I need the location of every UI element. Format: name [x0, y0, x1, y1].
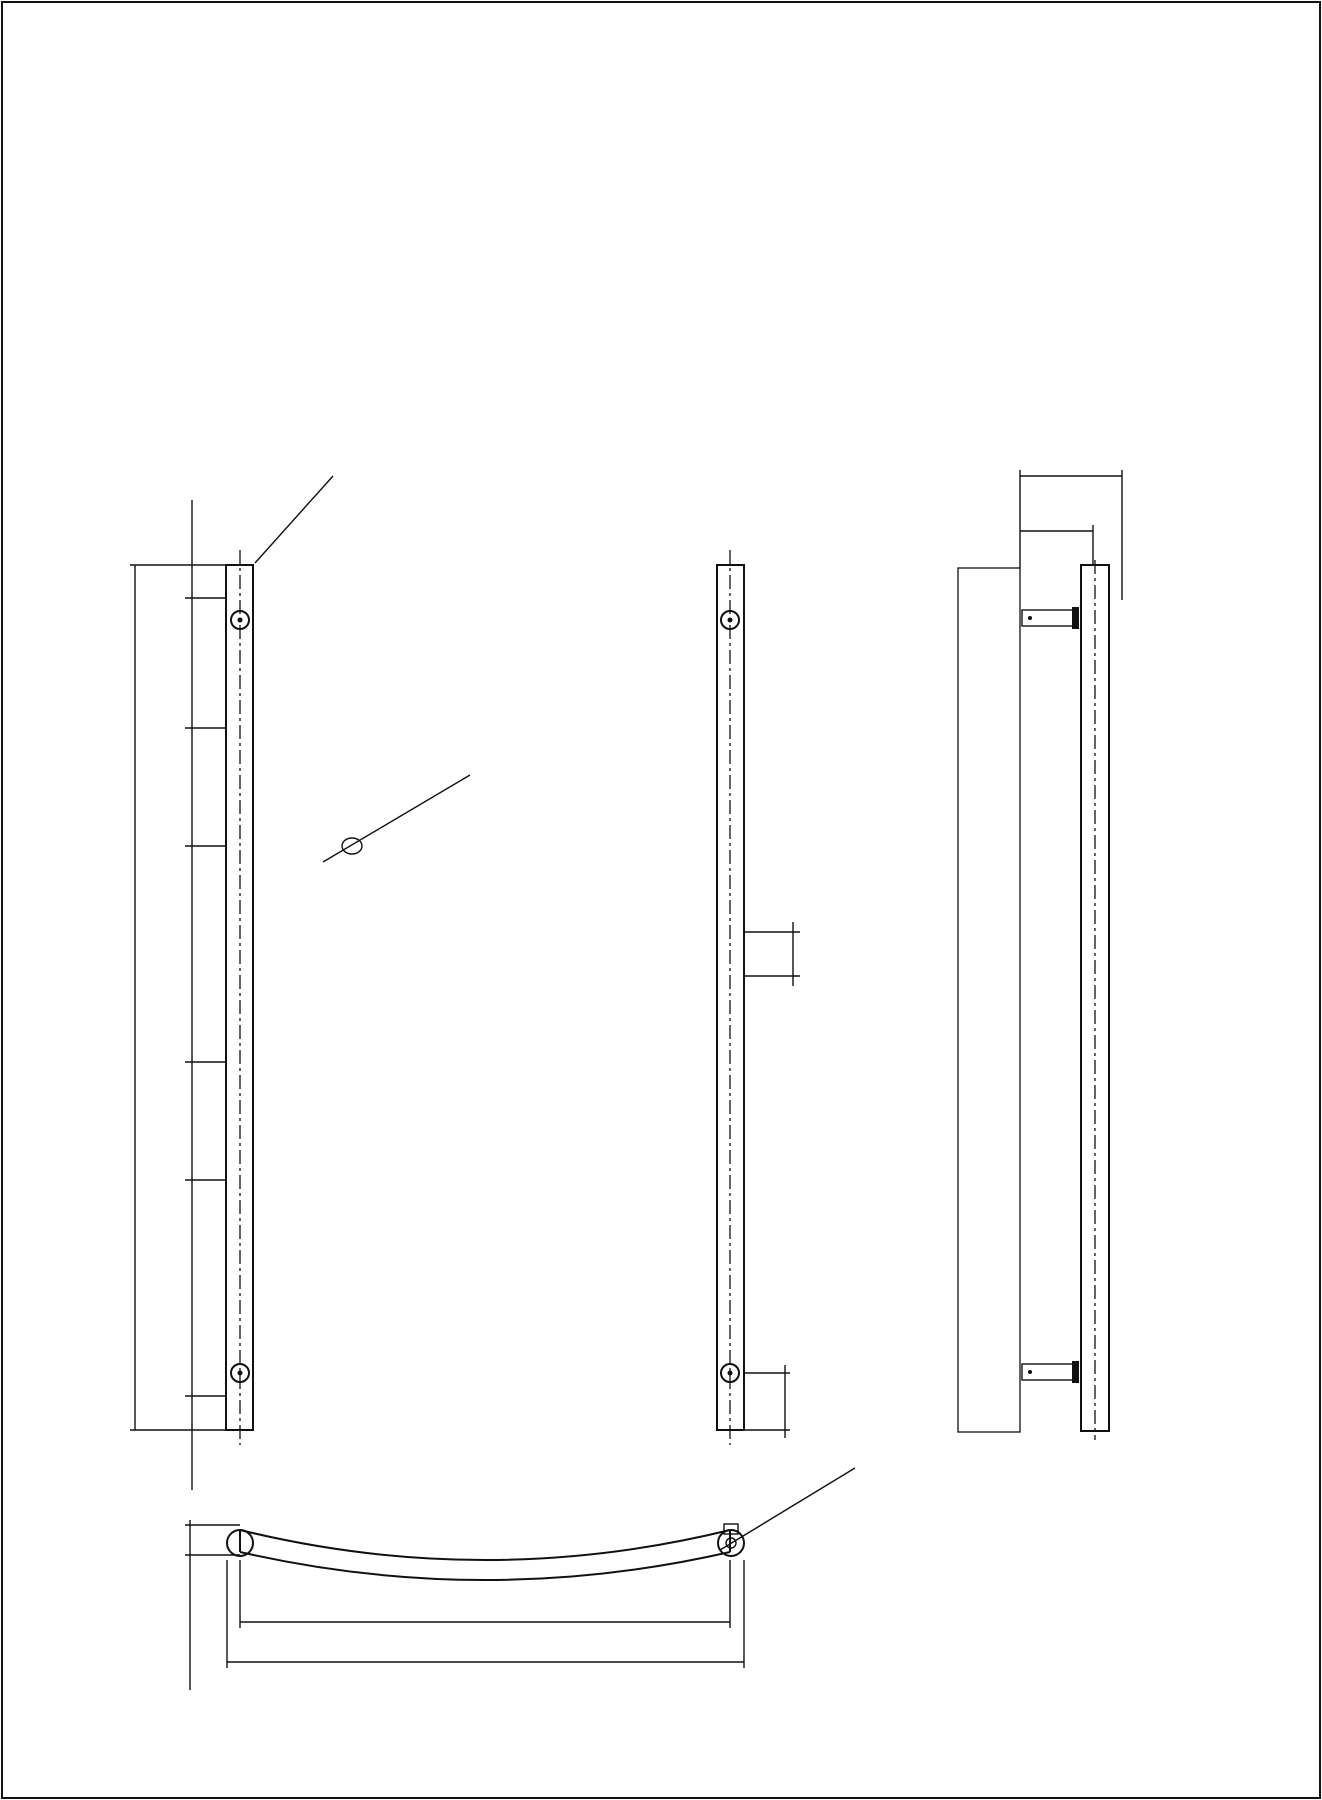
brick-wall: [958, 568, 1020, 1432]
side-view: [958, 470, 1122, 1440]
plan-front-arc: [240, 1530, 730, 1560]
plan-rear-arc: [240, 1552, 730, 1580]
solid-blocking-leader: [255, 476, 333, 563]
left-dimension-chain: [130, 500, 226, 1490]
plan-view: [185, 1468, 855, 1690]
connection-leader: [720, 1468, 855, 1550]
sheet-border: [2, 2, 1320, 1798]
tube-pitch-dimension: [744, 922, 800, 986]
wall-brackets: [1022, 607, 1079, 1383]
fixing-points: [231, 611, 739, 1382]
width-dimensions: [227, 1560, 744, 1668]
bottom-offset-dimension: [744, 1365, 790, 1438]
tube-diameter-annotation: [323, 775, 470, 862]
front-view: [130, 476, 800, 1490]
side-depth-dimensions: [1020, 470, 1122, 600]
bow-dimension: [185, 1520, 240, 1690]
